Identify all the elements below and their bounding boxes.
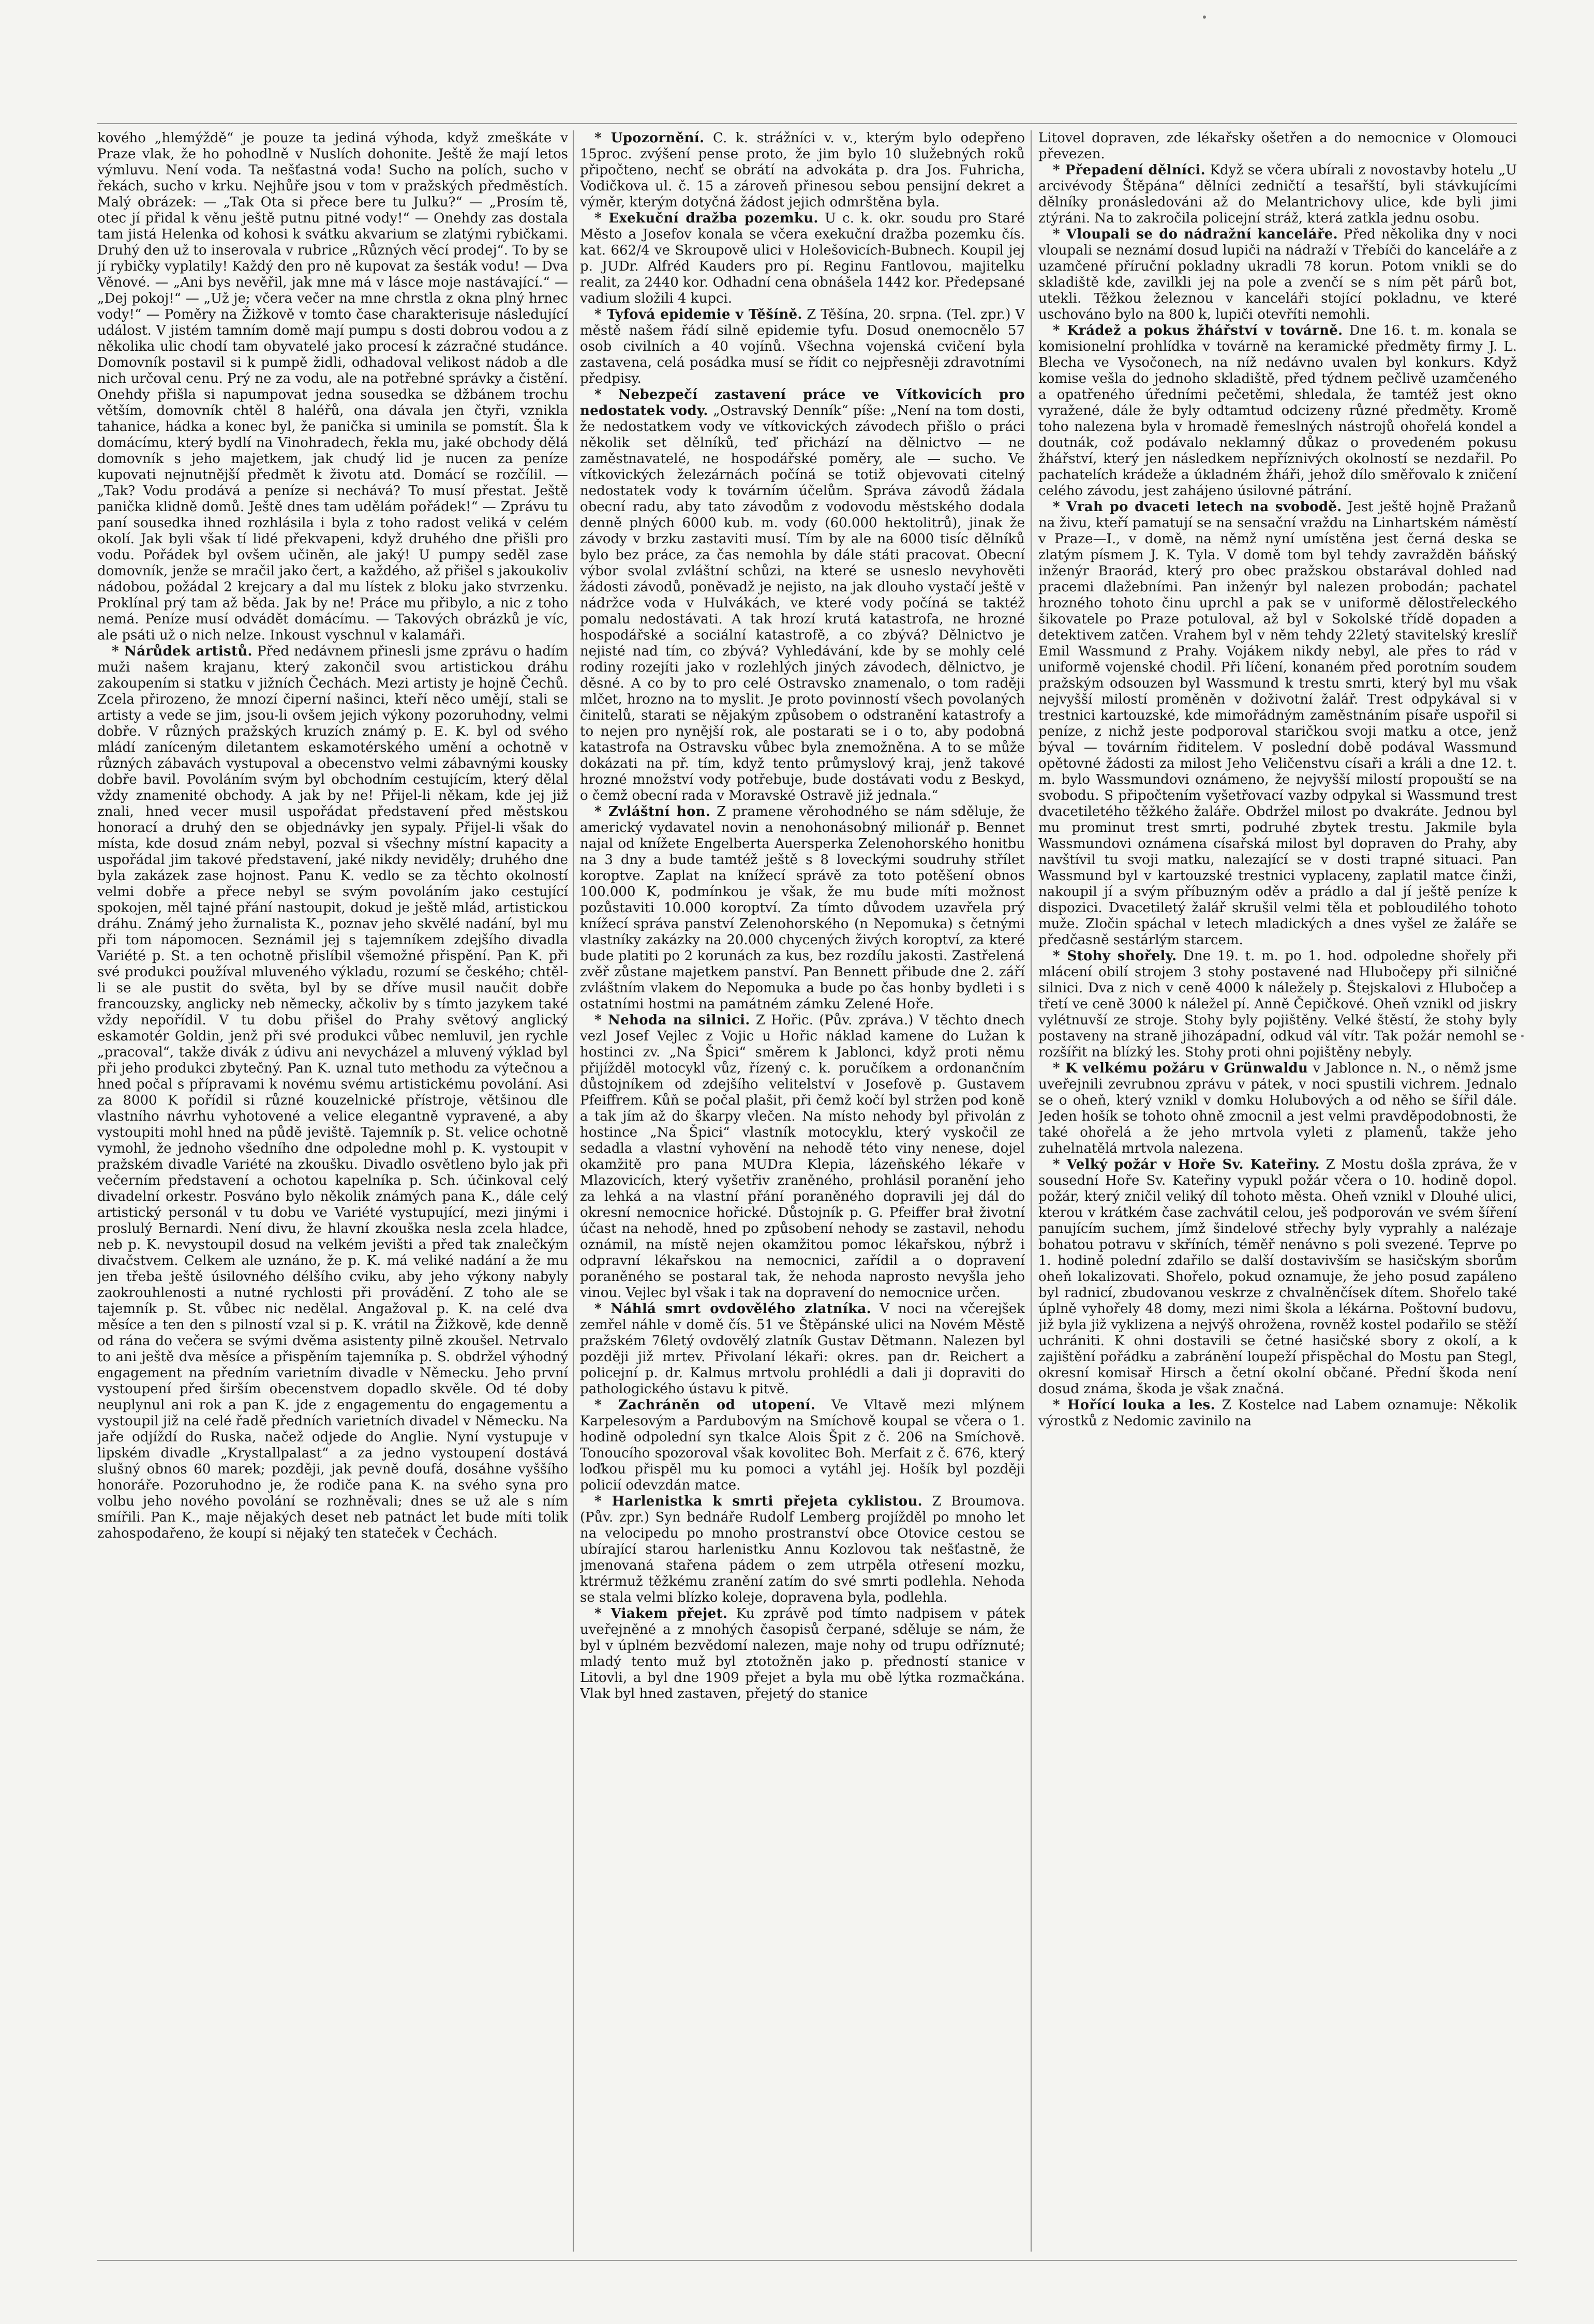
article-paragraph xyxy=(97,130,568,644)
article-heading: * Harlenistka k smrti přejeta cyklistou. xyxy=(594,1494,923,1509)
article-heading: * Nebezpečí zastavení práce ve Vítkovicích pro nedostatek vody. xyxy=(580,387,1025,419)
article-text: Z Mostu došla zpráva, že v sousední Hoře Sv. Kateřiny vypukl požár včera o 10. hodině dopol. požár, který zničil veliký díl tohoto města. Oheň vznikl v Dlouhé ulici, kterou v krátkém čase zachvátil celou, ješ podporován ve svém šíření panujícím suchem, jímž šindelové střechy byly vyprahly a nalézaje bohatou potravu v skříních, téměř nenávno s poli svezené. Teprve po 1. hodině polední zdařilo se další dostavivším se hasičským sborům oheň lokalizovati. Shořelo, pokud oznamuje, že jeho posud zapáleno byl radnicí, zbudovanou veskrze z chvalněnčísek dítem. Shořelo také úplně vyhořely 48 domy, mezi nimi škola a lékárna. Poštovní budovu, již byla již vyklizena a nejvýš ohrožena, rovněž kostel podařilo se stěží uchrániti. K ohni dostavili se četné hasičské sbory z okolí, a k zajištění pořádku a zabránění loupeží přispěchal do Mostu pan Stegl, okresní komisař Hirsch a četní okolní občané. Přední škoda není dosud známa, škoda je však značná. xyxy=(1038,1157,1517,1397)
article-text: Litovel dopraven, zde lékařsky ošetřen a do nemocnice v Olomouci převezen. xyxy=(1038,130,1517,162)
article-paragraph xyxy=(580,307,1025,387)
article-heading: * Zachráněn od utopení. xyxy=(594,1397,816,1413)
top-rule xyxy=(97,123,1517,124)
article-text: „Ostravský Denník“ píše: „Není na tom dosti, že nedostatkem vody ve vítkovických závodech přišlo o práci několik set dělníků, teď přichází na dělnictvo — ne zaměstnavatelé, ne hospodářské poměry, ale — sucho. Ve vítkovických železárnách počíná se totiž objevovati citelný nedostatek vody k továrním účelům. Správa závodů žádala obecní radu, aby tato závodům z vodovodu městského dodala denně plných 6000 kub. m. vody (60.000 hektolitrů), jinak že závody v brzku zastaviti musí. Tím by ale na 6000 tisíc dělníků bylo bez práce, za čas nemohla by dále státi pracovat. Obecní výbor svolal zvláštní schůzi, na které se usneslo nevyhověti žádosti závodů, poněvadž je nejisto, na jak dlouho vystačí ještě v nádržce voda v Hulvákách, ve které vody počíná se taktéž pomalu nedostávati. A tak hrozí krutá katastrofa, ne hrozné hospodářské a sociální katastrofě, a co zbývá? Dělnictvo je nejisté nad tím, co zbývá? Vyhledávání, kde by se mohly celé rodiny rozejíti jako v rozlehlých jiných závodech, dělnictvo, je děsné. A co by to pro celé Ostravsko znamenalo, o tom raději mlčet, hrozno na to myslit. Je proto povinností všech povolaných činitelů, starati se nějakým způsobem o odstranění katastrofy a to nejen pro nynější rok, ale postarati se i o to, aby podobná katastrofa na Ostravsku vůbec byla znemožněna. A to se může dokázati na př. tím, když tento průmyslový kraj, jenž takové hrozné množství vody potřebuje, bude dostávati vodu z Beskyd, o čemž obecní rada v Moravské Ostravě již jednala.“ xyxy=(580,403,1025,803)
article-text: Před několika dny v noci vloupali se neznámí dosud lupiči na nádraží v Třebíči do kanceláře a z uzamčené příruční pokladny ukradli 78 korun. Potom vnikli se do skladiště kde, zavilkli jej na pole a zvenčí se s ním pět párů bot, utekli. Těžkou železnou v kanceláři stojící pokladnu, ve které uschováno bylo na 800 k, lupiči otevříti nemohli. xyxy=(1038,227,1517,322)
article-text: Z Hořic. (Pův. zpráva.) V těchto dnech vezl Josef Vejlec z Vojic u Hořic náklad kamene do Lužan k hostinci zv. „Na Špici“ směrem k Jablonci, když proti němu přijížděl motocykl vůz, řízený c. k. poručíkem a ordonančním důstojníkem od zdejšího velitelství v Josefově p. Gustavem Pfeiffrem. Kůň se počal plašit, při čemž kočí byl stržen pod koně a tak jím až do škarpy vlečen. Na místo nehody byl přivolán z hostince „Na Špici“ vlastník motocyklu, který vyskočil ze sedadla a vlastní vyhovění na nehodě této viny nenese, dojel okamžitě pro pana MUDra Klepia, lázeňského lékaře v Mlazovicích, který vyšetřiv zraněného, prohlásil poranění jeho za lehká a na vlastní přání poraněného dopravili jej dál do okresní nemocnice hořické. Důstojník p. G. Pfeiffer brał životní účast na nehodě, hned po způsobení nehody se zastavil, nehodu oznámil, na místě nejen okamžitou pomoc lékařskou, nýbrž i odpravní lékařskou na nemocnici, zařídil a o dopravení poraněného se postaral tak, že nehoda naprosto nevyšla jeho vinou. Vejlec byl však i tak na dopravení do nemocnice určen. xyxy=(580,1012,1025,1301)
article-paragraph xyxy=(580,1012,1025,1301)
article-paragraph xyxy=(580,1494,1025,1606)
article-heading: * Stohy shořely. xyxy=(1053,948,1177,964)
article-heading: * Exekuční dražba pozemku. xyxy=(594,211,818,226)
article-paragraph xyxy=(1038,130,1517,162)
column-3 xyxy=(1038,130,1517,2252)
article-heading: * Tyfová epidemie v Těšíně. xyxy=(594,307,802,322)
article-paragraph xyxy=(1038,1397,1517,1429)
article-heading: * Velký požár v Hoře Sv. Kateřiny. xyxy=(1053,1157,1320,1172)
article-heading: * Přepadení dělníci. xyxy=(1053,162,1206,178)
article-heading: * Nárůdek artistů. xyxy=(112,644,252,659)
article-paragraph xyxy=(580,1301,1025,1397)
article-text: Z Broumova. (Pův. zpr.) Syn bednáře Rudolf Lemberg projížděl po mnoho let na velocipedu po mnoho prostranství obce Otovice cestou se ubírající starou harlenistku Annu Kozlovou tak nešťastně, že jmenovaná stařena pádem o zem utrpěla otřesení mozku, ktrérmuž těžkému zranění zatím do své smrti podlehla. Nehoda se stala velmi blízko koleje, dopravena byla, podlehla. xyxy=(580,1494,1025,1605)
article-heading: * K velkému požáru v Grünwaldu xyxy=(1053,1061,1308,1076)
article-text: Ve Vltavě mezi mlýnem Karpelesovým a Pardubovým na Smíchově koupal se včera o 1. hodině odpolední syn tkalce Alois Špit z č. 206 na Smíchově. Tonoucího spozoroval však kovolitec Boh. Merfait z č. 676, který loďkou přispěl mu ku pomoci a vytáhl jej. Hošík byl později policií odevzdán matce. xyxy=(580,1397,1025,1493)
article-heading: * Nehoda na silnici. xyxy=(594,1012,750,1028)
article-paragraph xyxy=(580,387,1025,804)
article-text: Z Těšína, 20. srpna. (Tel. zpr.) V městě našem řádí silně epidemie tyfu. Dosud onemocnělo 57 osob civilních a 40 vojínů. Všechna vojenská cvičení byla zastavena, celá posádka musí se řídit co nejpřesněji zdravotními předpisy. xyxy=(580,307,1025,386)
article-paragraph xyxy=(580,1397,1025,1494)
article-heading: * Hořící louka a les. xyxy=(1053,1397,1215,1413)
article-text: Dne 16. t. m. konala se komisionelní prohlídka v továrně na keramické předměty firmy J. L. Blecha ve Vysočonech, na níž nedávno uvalen byl konkurs. Když komise vešla do jednoho skladiště, před týdnem pečlivě uzamčeného a opatřeného úředními pečetěmi, shledala, že tamtéž jest okno vyražené, dále že byly odtamtud odcizeny různé předměty. Kromě toho nalezena byla v hromadě řemeslných nástrojů ohořelá kondel a doutnák, což podávalo neklamný důkaz o provedeném pokusu žhářství, který jen následkem nepříznivých okolností se nezdařil. Po pachatelích krádeže a úkladném žháři, jehož dílo směřovalo k zničení celého závodu, jest zahájeno úsilovné pátrání. xyxy=(1038,323,1517,499)
article-paragraph xyxy=(580,804,1025,1012)
article-paragraph xyxy=(1038,162,1517,227)
article-text: Z pramene věrohodného se nám sděluje, že americký vydavatel novin a nenohonásobný milionář p. Bennet najal od knížete Engelberta Auersperka Zelenohorského honitbu na 3 dny a bude tamtéž ještě s 8 loveckými soudruhy střílet koroptve. Zaplat na knížecí správě za toto potěšení obnos 100.000 K, podmínkou je však, že mu bude míti možnost pozůstaviti 10.000 koroptví. Za tímto důvodem uzavřela prý knížecí správa panství Zelenohorského (n Nepomuka) s četnými vlastníky zakázky na 20.000 chycených živých koroptví, za které bude platiti po 2 korunách za kus, bez rozdílu jakosti. Zastřelená zvěř zůstane majetkem panství. Pan Bennett přibude dne 2. září zvláštním vlakem do Nepomuka a bude po čas honby bydleti i s ostatními hostmi na památném zámku Zelené Hoře. xyxy=(580,804,1025,1012)
article-text: Z Kostelce nad Labem oznamuje: Několik výrostků z Nedomic zavinilo na xyxy=(1038,1397,1517,1429)
ink-speck xyxy=(1203,16,1206,19)
article-text: v Jablonce n. N., o němž jsme uveřejnili zevrubnou zprávu v pátek, v noci spustili vichrem. Jednalo se o oheň, který vznikl v domku Holubových a od něho se šířil dále. Jeden hošík se tohoto ohně zmocnil a jest velmi pravděpodobnosti, že také ohořelá a že jeho mrtvola vyleti z plamenů, takže jeho zuhelnatělá mrtvola nalezena. xyxy=(1038,1061,1517,1156)
article-paragraph xyxy=(1038,323,1517,499)
article-text: Před nedávnem přinesli jsme zprávu o hadím muži našem krajanu, který zakončil svou artistickou dráhu zakoupením si statku v jižních Čechách. Mezi artisty je hojně Čechů. Zcela přirozeno, že mnozí čiperní našinci, kteří něco umějí, stali se artisty a vede se jim, jsou-li ovšem jejich výkony pozoruhodny, velmi dobře. V různých pražských kruzích známý p. E. K. byl od svého mládí zaníceným diletantem eskamotérského umění a ochotně v různých zábavách vystupoval a obecenstvo velmi zábavnými kousky dobře bavil. Povoláním svým byl obchodním cestujícím, který dělal vždy znamenité obchody. A jak by ne! Přijel-li někam, kde jej již znali, hned vecer musil uspořádat představení před městskou honorací a druhý den se objednávky jen sypaly. Přijel-li však do místa, kde dosud znám nebyl, pozval si všechny místní kapacity a uspořádal jim takové představení, jaké nikdy neviděly; druhého dne byla zakázek zase hojnost. Panu K. vedlo se za těchto okolností velmi dobře a přece nebyl se svým povoláním jako cestující spokojen, měl tajné přání nastoupit, dokud je ještě mlád, artistickou dráhu. Známý jeho žurnalista K., poznav jeho skvělé nadání, byl mu při tom nápomocen. Seznámil jej s tajemníkem zdejšího divadla Variété p. St. a ten ochotně přislíbil všemožné přispění. Pan K. při své produkci používal mluveného výkladu, rozumí se českého; chtěl-li se ale pustit do světa, byl by se dříve musil naučit dobře francouzsky, anglicky neb německy, ačkoliv by s tímto jazykem také vždy nepořídil. V tu dobu přišel do Prahy světový anglický eskamotér Goldin, jenž při své produkci vůbec nemluvil, jen rychle „pracoval“, takže divák z údivu ani nevycházel a mluvený výklad byl při jeho produkci zbytečný. Pan K. uznal tuto methodu za výtečnou a hned počal s přípravami k novému svému artistickému povolání. Asi za 8000 K pořídil si různé kouzelnické přístroje, většinou dle vlastního návrhu vyhotovené a velice elegantně vypravené, a aby vystoupiti mohl hned na půdě jeviště. Tajemník p. St. velice ochotně vymohl, že jednoho všedního dne odpoledne mohl p. K. vystoupit v pražském divadle Variété na zkoušku. Divadlo osvětleno bylo jak při večerním představení a ochotou kapelníka p. Sch. účinkoval celý divadelní orkestr. Posváno bylo několik známých pana K., dále celý artistický personál v tu dobu ve Variété vystupující, mezi jinými i proslulý Bernardi. Není divu, že hlavní zkouška nesla zcela hladce, neb p. K. nevystoupil dosud na velkém jevišti a před tak znalečkým divačstvem. Celkem ale uznáno, že p. K. má veliké nadání a že mu jen třeba ještě úsilovného délšího cviku, aby jeho výkony nabyly zaokrouhlenosti a nutné rychlosti při provádění. Z toho ale se tajemník p. St. vůbec nic nedělal. Angažoval p. K. na celé dva měsíce a ten den s pilností vzal si p. K. vrátil na Žižkově, kde denně od rána do večera se svými dvěma asistenty pilně zkoušel. Netrvalo to ani ještě dva měsíce a přispěním tajemníka p. S. obdržel výhodný engagement na předním varietním divadle v Německu. Jeho první vystoupení před širším obecenstvem dopadlo skvěle. Od té doby neuplynul ani rok a pan K. jde z engagementu do engagementu a vystoupil již na celé řadě předních varietních divadel v Německu. Na jaře odjíždí do Ruska, načež odjede do Anglie. Nyní vystupuje v lipském divadle „Krystallpalast“ a za jedno vystoupení dostává slušný obnos 60 marek; později, jak pevně doufá, dosáhne vyššího honoráře. Pozoruhodno je, že rodiče pana K. na svého syna pro volbu jeho nového povolání se rozhněvali; dnes se už ale s ním smířili. Pan K., maje nějakých deset neb patnáct let bude míti tolik zahospodařeno, že koupí si nějaký ten stateček v Čechách. xyxy=(97,644,568,1541)
article-heading: * Vrah po dvaceti letech na svobodě. xyxy=(1053,499,1342,515)
article-text: Jest ještě hojně Pražanů na živu, kteří pamatují se na sensační vraždu na Linhartském náměstí v Praze—I., v domě, na němž nyní umístěna jest černá deska se zlatým písmem J. K. Tyla. V domě tom byl tehdy zavražděn báňský inženýr Braorád, který pro obec pražskou obstarával dohled nad pracemi dlažebními. Pan inženýr byl nalezen probodán; pachatel hrozného tohoto činu uprchl a pak se v uniformě dělostřeleckého šikovatele po Praze potuloval, až byl v Sokolské třídě dopaden a detektivem zatčen. Vrahem byl v něm tehdy 22letý stavitelský kreslíř Emil Wassmund z Prahy. Vojákem nikdy nebyl, ale přes to rád v uniformě vojenské chodil. Při líčení, konaném před porotním soudem pražským odsouzen byl Wassmund k trestu smrti, který byl mu však nejvyšší milostí proměněn v doživotní žalář. Trest odpykával si v trestnici kartouzské, kde mimořádným zaměstnáním písaře uspořil si peníze, z nichž jeste podporoval staričkou svoji matku a otce, jenž býval — továrním řiditelem. V poslední době podával Wassmund opětovné žádosti za milost Jeho Veličenstvu císaři a králi a dne 12. t. m. bylo Wassmundovi oznámeno, že nejvyšší milostí propouští se na svobodu. S připočtením vyšetřovací vazby odpykal si Wassmund trest dvacetiletého těžkého žaláře. Obdržel milost po dvakráte. Jednou byl mu prominut trest smrti, podruhé zbytek trestu. Jakmile byla Wassmundovi oznámena císařská milost byl dopraven do Prahy, aby navštívil tu svoji matku, nalezající se v dosti trapné situaci. Pan Wassmund byl v kartouzské trestnici vyplaceny, zaplatil matce činži, nakoupil jí a svým příbuzným oděv a prádlo a dal jí ještě peníze k dispozici. Dvacetiletý žalář skrušil velmi těla et pobloudilého tohoto muže. Zločin spáchal v letech mladických a dnes vyšel ze žaláře se předčasně sestárlým starcem. xyxy=(1038,499,1517,948)
ink-speck xyxy=(1521,1035,1524,1037)
article-heading: * Upozornění. xyxy=(594,130,705,146)
article-paragraph xyxy=(97,644,568,1542)
article-text: V noci na včerejšek zemřel náhle v domě čís. 51 ve Štěpánské ulici na Novém Městě pražském 76letý ovdovělý zlatník Gustav Dětmann. Nalezen byl později již mrtev. Přivolaní lékaři: okres. pan dr. Reichert a policejní p. dr. Kalmus mrtvolu prohlédli a dali ji dopraviti do pathologického ústavu k pitvě. xyxy=(580,1301,1025,1397)
article-paragraph xyxy=(1038,227,1517,323)
article-paragraph xyxy=(580,211,1025,307)
article-paragraph xyxy=(1038,1157,1517,1397)
article-text: Ku zprávě pod tímto nadpisem v pátek uveřejněné a z mnohých časopisů čerpané, sděluje se nám, že byl v úplném bezvědomí nalezen, maje nohy od trupu odříznuté; mladý tento muž byl ztotožněn jako p. předností stanice v Litovli, a byl dne 1909 přejet a byla mu obě lýtka rozmačkána. Vlak byl hned zastaven, přejetý do stanice xyxy=(580,1606,1025,1702)
article-heading: * Zvláštní hon. xyxy=(594,804,711,820)
article-text: kového „hlemýždě“ je pouze ta jediná výhoda, když zmeškáte v Praze vlak, že ho pohodlně v Nuslích dohonite. Ještě že mají letos výmluvu. Není voda. Ta nešťastná voda! Sucho na polích, sucho v řekách, sucho v krku. Nejhůře jsou v tom v pražských předměstích. Malý obrázek: — „Tak Ota si přece bere tu Julku?“ — „Prosím tě, otec jí přidal k věnu ještě putnu pitné vody!“ — Onehdy zas dostala tam jistá Helenka od kohosi k svátku akvarium se zlatými rybičkami. Druhý den už to inserovala v rubrice „Různých věcí prodej“. To by se jí rybičky vyplatily! Každý den pro ně kupovat za šesták vodu! — Dva Věnové. — „Ani bys nevěřil, jak mne má v lásce moje nastávající.“ — „Dej pokoj!“ — „Už je; včera večer na mne chrstla z okna plný hrnec vody!“ — Poměry na Žižkově v tomto čase charakterisuje následující událost. V jistém tamním domě mají pumpu s dosti dobrou vodou a z několika ulic chodí tam obyvatelé jako procesí k zázračné studánce. Domovník postavil si k pumpě židli, odhadoval velikost nádob a dle nich určoval cenu. Prý ne za vodu, ale na potřebné správky a čistění. Onehdy přišla si napumpovat jedna sousedka se džbánem trochu větším, domovník chtěl 8 haléřů, ona dávala jen čtyři, vznikla tahanice, hádka a konec byl, že panička si uminila se pomstít. Šla k domácímu, který bydlí na Vinohradech, řekla mu, jaké obchody dělá domovník s jeho majetkem, jak chudý lid je nucen za peníze kupovati nejnutnější předmět k životu atd. Domácí se rozčílil. — „Tak? Vodu prodává a peníze si nechává? To musí přestat. Ještě panička klidně domů. Ještě dnes tam udělám pořádek!“ — Zprávu tu paní sousedka ihned rozhlásila i byla z toho radost veliká v celém okolí. Jak byli však tí lidé překvapeni, když druhého dne přišli pro vodu. Pořádek byl ovšem učiněn, ale jaký! U pumpy seděl zase domovník, jenže se mračil jako čert, a každého, až přišel s jakoukoliv nádobou, požádal 2 krejcary a dal mu lístek z bloku jako stvrzenku. Proklínal prý tam až běda. Jak by ne! Práce mu přibylo, a nic z toho nemá. Peníze musí odvádět domácímu. — Takových obrázků je víc, ale psáti už o nich nelze. Inkoust vyschnul v kalamáři. xyxy=(97,130,568,643)
column-divider-2 xyxy=(1031,130,1032,2252)
article-text: C. k. strážníci v. v., kterým bylo odepřeno 15proc. zvýšení pense proto, že jim bylo 10 služebných roků připočteno, nechť se obrátí na advokáta p. dra Jos. Fuhricha, Vodičkova ul. č. 15 a zároveň přinesou sebou pensijní dekret a výměr, kterým dotyčná žádost jejich odmrštěna byla. xyxy=(580,130,1025,210)
article-heading: * Náhlá smrt ovdovělého zlatníka. xyxy=(594,1301,871,1317)
column-1 xyxy=(97,130,568,2252)
article-paragraph xyxy=(1038,499,1517,948)
column-divider-1 xyxy=(573,130,574,2252)
article-text: Dne 19. t. m. po 1. hod. odpoledne shořely při mlácení obilí strojem 3 stohy postavené nad Hlubočepy při silničné silnici. Dva z nich v ceně 4000 k náležely p. Štejskalovi z Hlubočep a třetí ve ceně 3000 k náležel pí. Anně Čepičkové. Oheň vznikl od jiskry vylétnuvší ze stroje. Stohy byly pojištěny. Velké štěstí, že stohy byly postaveny na straně jihozápadní, odkud vál vítr. Tak požár nemohl se rozšířit na blízký les. Stohy proti ohni pojištěny nebyly. xyxy=(1038,948,1517,1060)
article-paragraph xyxy=(580,130,1025,211)
bottom-rule xyxy=(97,2260,1517,2261)
article-heading: * Krádež a pokus žhářství v továrně. xyxy=(1053,323,1343,338)
article-paragraph xyxy=(580,1606,1025,1702)
article-heading: * Vloupali se do nádražní kanceláře. xyxy=(1053,227,1338,242)
article-paragraph xyxy=(1038,948,1517,1061)
article-text: Když se včera ubírali z novostavby hotelu „U arcivévody Štěpána“ dělníci zedničtí a tesařští, byli stávkujícími dělníky pronásledováni až do Melantrichovy ulice, kde byli jimi ztýráni. Na to zakročila policejní stráž, která zatkla jednu osobu. xyxy=(1038,162,1517,226)
column-2 xyxy=(580,130,1025,2252)
article-heading: * Viakem přejet. xyxy=(594,1606,728,1621)
article-text: U c. k. okr. soudu pro Staré Město a Josefov konala se včera exekuční dražba pozemku čís. kat. 662/4 ve Skroupově ulici v Holešovicích-Bubnech. Koupil jej p. JUDr. Alfréd Kauders pro pí. Reginu Fantlovou, majitelku realit, za 2440 kor. Odhadní cena obnášela 1442 kor. Předepsané vadium složili 4 kupci. xyxy=(580,211,1025,306)
article-paragraph xyxy=(1038,1061,1517,1157)
